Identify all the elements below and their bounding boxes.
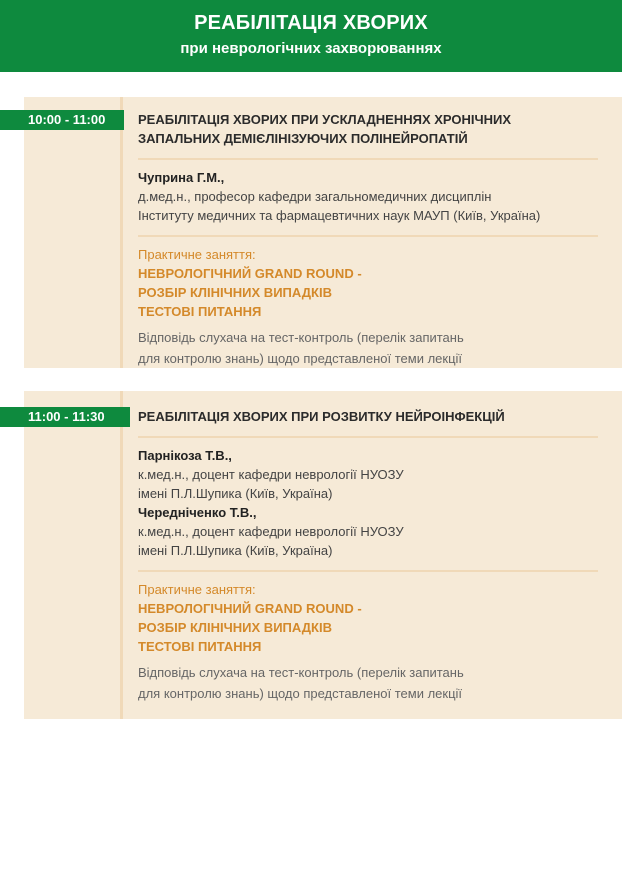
page-subtitle: при неврологічних захворюваннях: [180, 40, 442, 57]
note-line: для контролю знань) щодо представленої теми лекції: [138, 351, 463, 366]
session-content-2: [138, 407, 600, 704]
session-content-1: [138, 110, 600, 369]
divider: [138, 570, 598, 572]
lecture-title: [138, 407, 600, 426]
speaker-affiliation: к.мед.н., доцент кафедри неврології НУОЗУ: [138, 524, 404, 539]
practical-topics: [138, 264, 600, 321]
practical-topics: [138, 599, 600, 656]
speaker-affiliation: к.мед.н., доцент кафедри неврології НУОЗУ: [138, 467, 404, 482]
lecture-title-line: РЕАБІЛІТАЦІЯ ХВОРИХ ПРИ РОЗВИТКУ НЕЙРОІНФЕКЦІЙ: [138, 409, 505, 424]
session-time-badge: 10:00 - 11:00: [0, 110, 124, 130]
timeline-divider: [120, 391, 123, 719]
topic-line: НЕВРОЛОГІЧНИЙ GRAND ROUND -: [138, 601, 362, 616]
topic-line: ТЕСТОВІ ПИТАННЯ: [138, 304, 262, 319]
page-header: [0, 0, 622, 72]
topic-line: ТЕСТОВІ ПИТАННЯ: [138, 639, 262, 654]
note-line: для контролю знань) щодо представленої теми лекції: [138, 686, 463, 701]
speaker-name: Парнікоза Т.В.,: [138, 448, 232, 463]
topic-line: РОЗБІР КЛІНІЧНИХ ВИПАДКІВ: [138, 620, 332, 635]
lecture-title: [138, 110, 600, 148]
topic-line: НЕВРОЛОГІЧНИЙ GRAND ROUND -: [138, 266, 362, 281]
topic-line: РОЗБІР КЛІНІЧНИХ ВИПАДКІВ: [138, 285, 332, 300]
session-note: [138, 327, 600, 369]
divider: [138, 158, 598, 160]
divider: [138, 235, 598, 237]
speaker-affiliation: д.мед.н., професор кафедри загальномедичних дисциплін: [138, 189, 492, 204]
lecture-title-line: ЗАПАЛЬНИХ ДЕМІЄЛІНІЗУЮЧИХ ПОЛІНЕЙРОПАТІЙ: [138, 131, 468, 146]
speaker-name: Чуприна Г.М.,: [138, 170, 225, 185]
speaker-affiliation: імені П.Л.Шупика (Київ, Україна): [138, 543, 333, 558]
session-note: [138, 662, 600, 704]
timeline-divider: [120, 97, 123, 368]
divider: [138, 436, 598, 438]
speaker-affiliation: Інституту медичних та фармацевтичних наук МАУП (Київ, Україна): [138, 208, 541, 223]
practical-label: Практичне заняття:: [138, 247, 256, 262]
practical-label: Практичне заняття:: [138, 582, 256, 597]
lecture-title-line: РЕАБІЛІТАЦІЯ ХВОРИХ ПРИ УСКЛАДНЕННЯХ ХРОНІЧНИХ: [138, 112, 512, 127]
speaker-name: Чередніченко Т.В.,: [138, 505, 257, 520]
note-line: Відповідь слухача на тест-контроль (перелік запитань: [138, 665, 464, 680]
note-line: Відповідь слухача на тест-контроль (перелік запитань: [138, 330, 464, 345]
page-title: РЕАБІЛІТАЦІЯ ХВОРИХ: [194, 12, 428, 34]
speaker-affiliation: імені П.Л.Шупика (Київ, Україна): [138, 486, 333, 501]
session-time-badge: 11:00 - 11:30: [0, 407, 130, 427]
